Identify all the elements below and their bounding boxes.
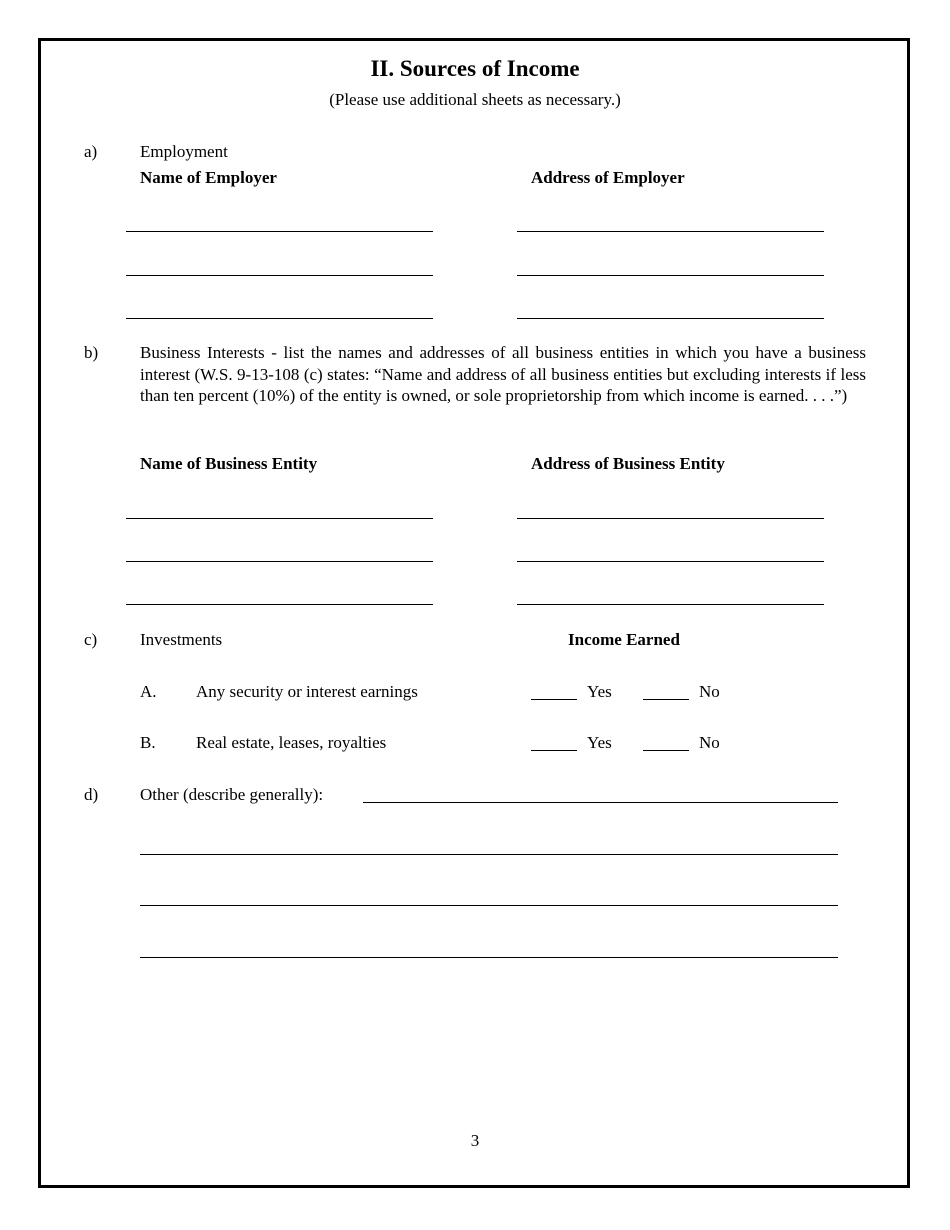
other-income-field-2[interactable] <box>140 854 838 855</box>
section-a-heading: Employment <box>140 142 228 161</box>
page-border <box>38 38 910 1188</box>
business-name-header: Name of Business Entity <box>140 454 318 473</box>
investment-b-label: Real estate, leases, royalties <box>196 733 387 752</box>
business-name-field-3[interactable] <box>126 604 433 605</box>
business-interests-description: Business Interests - list the names and addresses of all business entities in which you have a business interest (W.S. 9-13-108 (c) states: “Name and address of all business entities but excluding interests if less than ten percent (10%) of the entity is owned, or sole proprietorship from which income is earned. . . .”) <box>140 343 866 405</box>
employer-name-field-1[interactable] <box>126 231 433 232</box>
business-name-field-2[interactable] <box>126 561 433 562</box>
employer-address-field-2[interactable] <box>517 275 824 276</box>
section-a-marker: a) <box>84 142 98 161</box>
section-c-heading: Investments <box>140 630 223 649</box>
income-earned-header: Income Earned <box>568 630 680 649</box>
employer-name-header: Name of Employer <box>140 168 277 187</box>
business-address-field-2[interactable] <box>517 561 824 562</box>
other-income-label: Other (describe generally): <box>140 785 324 804</box>
employer-address-field-1[interactable] <box>517 231 824 232</box>
investment-a-label: Any security or interest earnings <box>196 682 418 701</box>
investment-b-yes-label: Yes <box>587 733 612 752</box>
investment-a-no-label: No <box>699 682 720 701</box>
other-income-field-1[interactable] <box>363 802 838 803</box>
investment-b-yes-blank[interactable] <box>531 750 577 751</box>
business-address-field-3[interactable] <box>517 604 824 605</box>
investment-b-letter: B. <box>140 733 156 752</box>
other-income-field-3[interactable] <box>140 905 838 906</box>
investment-b-no-blank[interactable] <box>643 750 689 751</box>
investment-a-yes-label: Yes <box>587 682 612 701</box>
employer-name-field-3[interactable] <box>126 318 433 319</box>
employer-name-field-2[interactable] <box>126 275 433 276</box>
investment-a-no-blank[interactable] <box>643 699 689 700</box>
section-d-marker: d) <box>84 785 99 804</box>
investment-a-yes-blank[interactable] <box>531 699 577 700</box>
other-income-field-4[interactable] <box>140 957 838 958</box>
section-b-marker: b) <box>84 343 99 362</box>
investment-b-no-label: No <box>699 733 720 752</box>
page-subtitle: (Please use additional sheets as necessary.) <box>329 90 621 109</box>
business-address-header: Address of Business Entity <box>531 454 725 473</box>
employer-address-field-3[interactable] <box>517 318 824 319</box>
business-address-field-1[interactable] <box>517 518 824 519</box>
investment-a-letter: A. <box>140 682 157 701</box>
page-number: 3 <box>470 1131 480 1150</box>
business-name-field-1[interactable] <box>126 518 433 519</box>
employer-address-header: Address of Employer <box>531 168 685 187</box>
section-c-marker: c) <box>84 630 98 649</box>
page-title: II. Sources of Income <box>370 56 580 81</box>
